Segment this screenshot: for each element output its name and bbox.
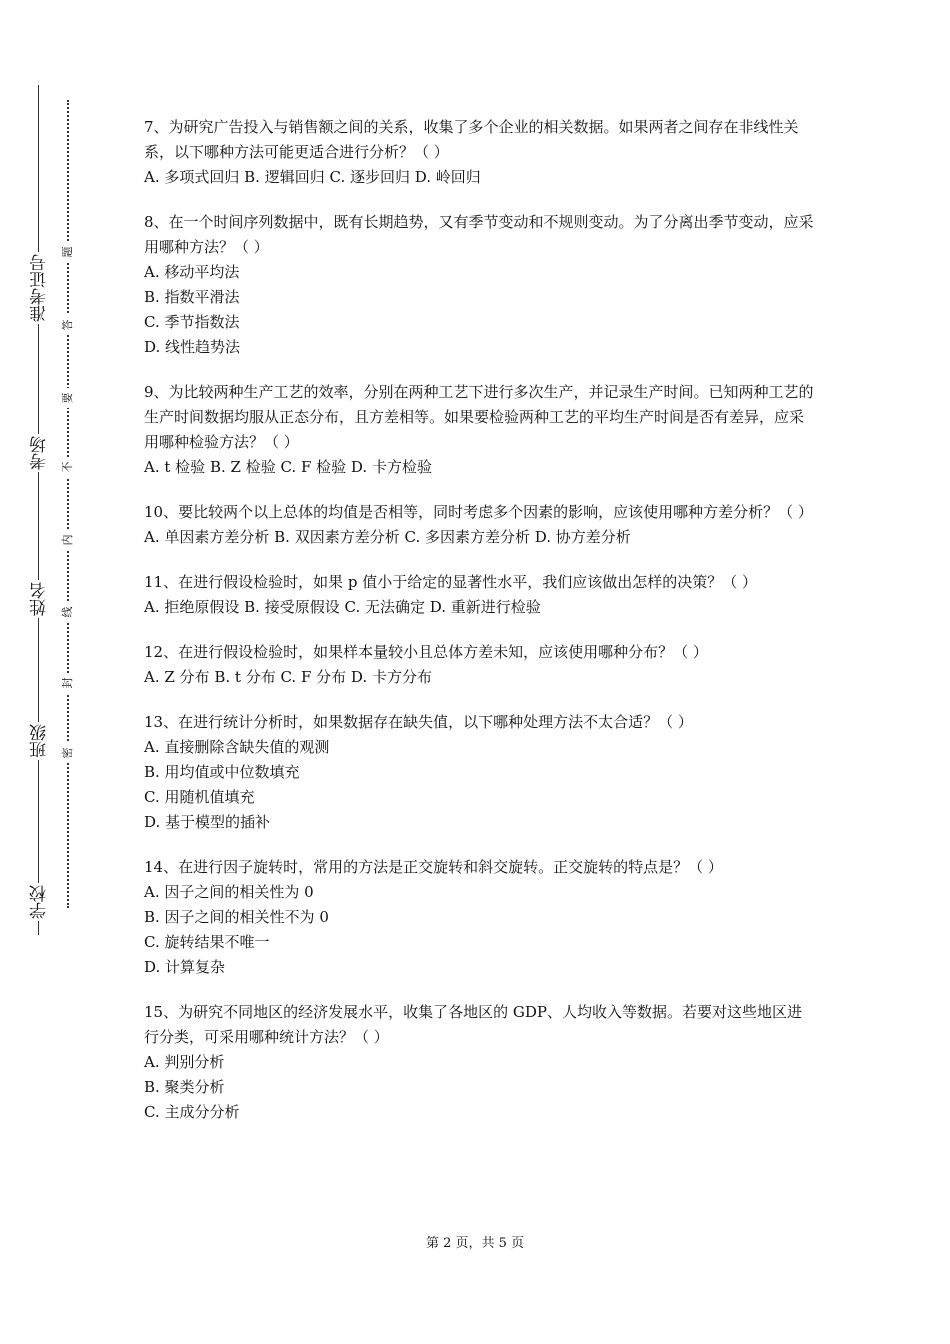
option-c: C. 用随机值填充 [144, 788, 255, 806]
question-stem: 13、在进行统计分析时，如果数据存在缺失值，以下哪种处理方法不太合适？（ ） [144, 713, 693, 731]
question-stem: 8、在一个时间序列数据中，既有长期趋势，又有季节变动和不规则变动。为了分离出季节变动，应采用哪种方法？（ ） [144, 213, 814, 256]
question-14 [144, 855, 814, 980]
option-c: C. 主成分分析 [144, 1103, 240, 1121]
option-c: C. 季节指数法 [144, 313, 240, 331]
seal-char: 封 [60, 673, 76, 693]
option-a: A. 单因素方差分析 [144, 528, 270, 546]
option-c: C. 多因素方差分析 [404, 528, 530, 546]
seal-char: 题 [60, 242, 76, 262]
question-stem: 12、在进行假设检验时，如果样本量较小且总体方差未知，应该使用哪种分布？（ ） [144, 643, 708, 661]
page-number: 第 2 页，共 5 页 [425, 1236, 525, 1251]
option-a: A. t 检验 [144, 458, 206, 476]
option-d: D. 重新进行检验 [429, 598, 541, 616]
binding-margin [0, 0, 110, 1344]
question-stem: 11、在进行假设检验时，如果 p 值小于给定的显著性水平，我们应该做出怎样的决策？（ ） [144, 573, 757, 591]
question-11 [144, 570, 814, 620]
option-row [144, 665, 814, 690]
question-12 [144, 640, 814, 690]
question-stem: 15、为研究不同地区的经济发展水平，收集了各地区的 GDP、人均收入等数据。若要对这些地区进行分类，可采用哪种统计方法？（ ） [144, 1003, 802, 1046]
question-9 [144, 380, 814, 480]
school-label: 学校 [20, 883, 60, 921]
question-15 [144, 1000, 814, 1125]
class-label: 班级 [20, 722, 60, 760]
option-d: D. 线性趋势法 [144, 338, 241, 356]
seal-char: 要 [60, 388, 76, 408]
option-b: B. 用均值或中位数填充 [144, 763, 300, 781]
option-b: B. 逻辑回归 [244, 168, 325, 186]
option-a: A. 判别分析 [144, 1053, 225, 1071]
option-b: B. 接受原假设 [244, 598, 340, 616]
option-b: B. 指数平滑法 [144, 288, 240, 306]
question-stem: 7、为研究广告投入与销售额之间的关系，收集了多个企业的相关数据。如果两者之间存在非线性关系，以下哪种方法可能更适合进行分析？（ ） [144, 118, 799, 161]
option-a: A. Z 分布 [144, 668, 210, 686]
option-d: D. 基于模型的插补 [144, 813, 271, 831]
option-a: A. 直接删除含缺失值的观测 [144, 738, 330, 756]
option-b: B. 聚类分析 [144, 1078, 225, 1096]
option-row [144, 455, 814, 480]
option-b: B. Z 检验 [209, 458, 276, 476]
option-d: D. 卡方检验 [350, 458, 432, 476]
option-b: B. t 分布 [214, 668, 276, 686]
question-stem: 10、要比较两个以上总体的均值是否相等，同时考虑多个因素的影响，应该使用哪种方差分析？（ ） [144, 503, 813, 521]
option-a: A. 多项式回归 [144, 168, 240, 186]
question-10 [144, 500, 814, 550]
option-d: D. 计算复杂 [144, 958, 226, 976]
seal-char: 密 [60, 743, 76, 763]
seal-char: 不 [60, 457, 76, 477]
option-d: D. 岭回归 [414, 168, 481, 186]
seal-char: 内 [60, 530, 76, 550]
option-row [144, 595, 814, 620]
option-c: C. F 检验 [280, 458, 347, 476]
seal-char: 线 [60, 602, 76, 622]
option-d: D. 协方差分析 [534, 528, 631, 546]
option-b: B. 双因素方差分析 [274, 528, 400, 546]
question-list [144, 115, 814, 1125]
option-c: C. F 分布 [280, 668, 347, 686]
seal-char: 答 [60, 315, 76, 335]
option-row [144, 525, 814, 550]
option-a: A. 拒绝原假设 [144, 598, 240, 616]
option-c: C. 旋转结果不唯一 [144, 933, 270, 951]
option-c: C. 逐步回归 [329, 168, 410, 186]
option-b: B. 因子之间的相关性不为 0 [144, 908, 329, 926]
option-row [144, 165, 814, 190]
margin-solid-line [38, 85, 39, 935]
question-8 [144, 210, 814, 360]
exam-room-label: 考场 [20, 434, 60, 472]
question-stem: 9、为比较两种生产工艺的效率，分别在两种工艺下进行多次生产，并记录生产时间。已知两种工艺的生产时间数据均服从正态分布，且方差相等。如果要检验两种工艺的平均生产时间是否有差异，应采用哪种检验方法？（ ） [144, 383, 814, 451]
option-d: D. 卡方分布 [350, 668, 432, 686]
question-stem: 14、在进行因子旋转时，常用的方法是正交旋转和斜交旋转。正交旋转的特点是？（ ） [144, 858, 723, 876]
margin-dotted-line [67, 100, 69, 908]
option-a: A. 移动平均法 [144, 263, 240, 281]
option-a: A. 因子之间的相关性为 0 [144, 883, 314, 901]
name-label: 姓名 [20, 580, 60, 618]
exam-number-label: 准考证号 [20, 252, 60, 324]
option-c: C. 无法确定 [344, 598, 425, 616]
question-7 [144, 115, 814, 190]
question-13 [144, 710, 814, 835]
